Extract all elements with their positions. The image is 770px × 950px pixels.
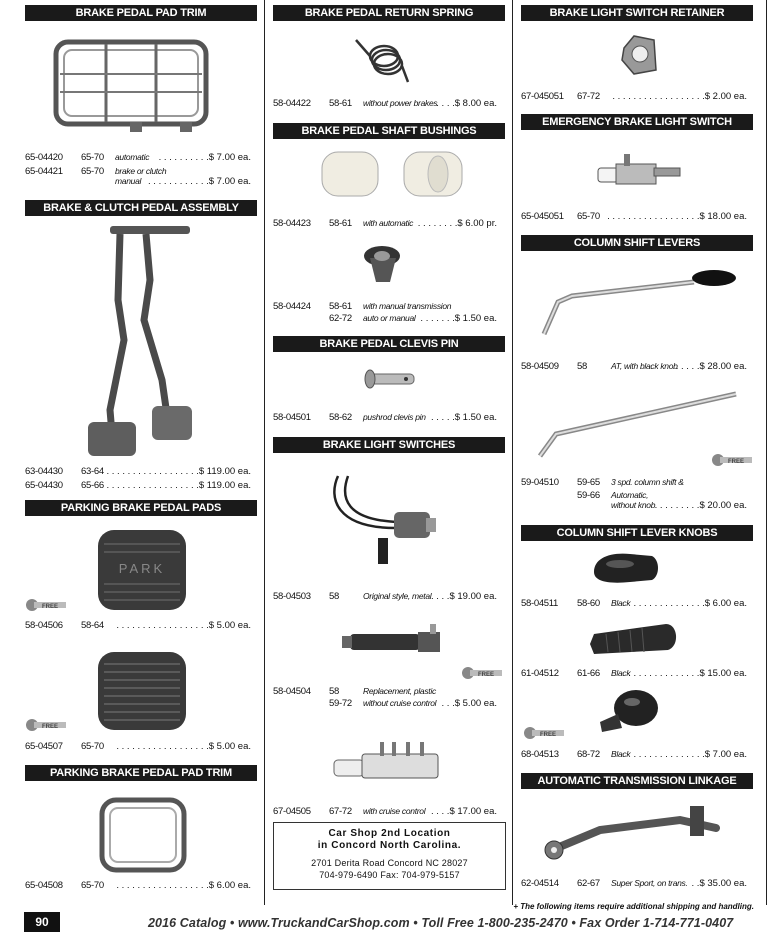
location-street: 2701 Derita Road Concord NC 28027 [311, 858, 468, 868]
second-location-box [273, 822, 506, 890]
column-shift-lever-image [534, 388, 740, 462]
brake-light-switch-metal-image [326, 468, 446, 568]
section-header-linkage-lever: AUTOMATIC TRANSMISSION LINKAGE LEVER [521, 773, 753, 789]
park-pedal-pad-image [96, 528, 188, 612]
shaft-bushings-image [318, 146, 468, 202]
product-row: 58-04424 58-61 with manual transmission 62-72 auto or manual . . . . . . .$ 1.50 ea. [273, 301, 497, 324]
location-phones: 704-979-6490 Fax: 704-979-5157 [319, 870, 460, 880]
svg-text:FREE: FREE [477, 672, 495, 678]
pedal-pad-image [96, 650, 188, 732]
section-header-shift-knobs: COLUMN SHIFT LEVER KNOBS [521, 525, 753, 541]
emergency-switch-image [594, 150, 690, 190]
section-header-shaft-bushings: BRAKE PEDAL SHAFT BUSHINGS [273, 123, 505, 139]
park-pad-label: PARK [118, 561, 166, 576]
column-divider [264, 0, 265, 905]
product-row: 59-04510 59-65 3 spd. column shift & 59-66 Automatic, without knob . . . . . . . . .$ 20.00 ea. [521, 477, 747, 511]
shift-knob-image [590, 546, 662, 590]
pedal-pad-trim-image [50, 36, 220, 136]
section-header-light-switches: BRAKE LIGHT SWITCHES [273, 437, 505, 453]
return-spring-image [350, 26, 414, 86]
section-header-clevis-pin: BRAKE PEDAL CLEVIS PIN [273, 336, 505, 352]
linkage-lever-image [540, 800, 726, 866]
column-divider [766, 0, 767, 905]
free-shipping-badge [24, 598, 68, 612]
section-header-parking-trim: PARKING BRAKE PEDAL PAD TRIM [25, 765, 257, 781]
column-divider [512, 0, 513, 905]
location-title: Car Shop 2nd Location [328, 828, 451, 839]
brake-light-switch-plastic-image [340, 622, 450, 660]
free-shipping-badge [460, 666, 504, 680]
svg-text:FREE: FREE [41, 724, 59, 730]
clevis-pin-image [362, 366, 418, 392]
free-shipping-badge [24, 718, 68, 732]
parking-pad-trim-image [98, 796, 188, 874]
section-header-shift-levers: COLUMN SHIFT LEVERS [521, 235, 753, 251]
section-header-switch-retainer: BRAKE LIGHT SWITCH RETAINER [521, 5, 753, 21]
shift-knob-image [596, 688, 660, 736]
section-header-pad-trim: BRAKE PEDAL PAD TRIM [25, 5, 257, 21]
column-shift-lever-image [534, 262, 740, 344]
product-row: 58-04504 58 Replacement, plastic 59-72 without cruise control . . .$ 5.00 ea. [273, 686, 497, 709]
footer-contact: 2016 Catalog • www.TruckandCarShop.com • Toll Free 1-800-235-2470 • Fax Order 1-714-771-0407 [148, 916, 734, 930]
bushing-image [362, 242, 406, 286]
page-number: 90 [24, 912, 60, 932]
shipping-note: + The following items require additional shipping and handling. [513, 902, 754, 911]
product-row: 65-04421 65-70 brake or clutch manual . . . . . . . . . . . .$ 7.00 ea. [25, 166, 251, 187]
svg-text:FREE: FREE [41, 604, 59, 610]
location-subtitle: in Concord North Carolina. [317, 840, 462, 851]
section-header-clutch-assembly: BRAKE & CLUTCH PEDAL ASSEMBLY [25, 200, 257, 216]
switch-retainer-image [614, 30, 664, 78]
shift-knob-image [586, 620, 682, 660]
svg-text:FREE: FREE [727, 459, 745, 465]
cruise-switch-image [330, 738, 450, 788]
pedal-assembly-image [80, 220, 195, 460]
section-header-parking-pads: PARKING BRAKE PEDAL PADS [25, 500, 257, 516]
svg-text:FREE: FREE [539, 732, 557, 738]
section-header-return-spring: BRAKE PEDAL RETURN SPRING [273, 5, 505, 21]
free-shipping-badge [522, 726, 566, 740]
section-header-emergency-switch: EMERGENCY BRAKE LIGHT SWITCH [521, 114, 753, 130]
free-shipping-badge [710, 453, 754, 467]
